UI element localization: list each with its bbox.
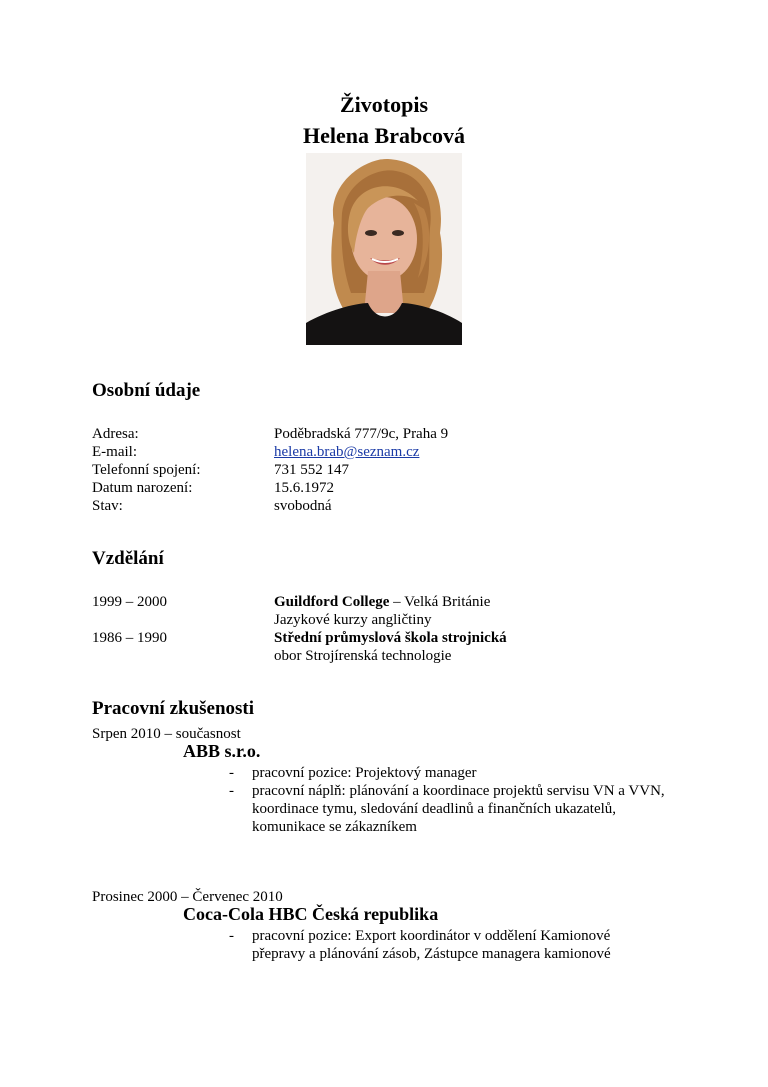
personal-row-email [92, 443, 712, 461]
bullet-text: pracovní pozice: Projektový manager [252, 765, 477, 781]
email-link[interactable]: helena.brab@seznam.cz [274, 444, 420, 460]
personal-row-birthdate [92, 479, 712, 497]
education-years: 1999 – 2000 [92, 594, 167, 610]
label-phone: Telefonní spojení: [92, 462, 201, 478]
personal-row-phone [92, 461, 712, 479]
section-heading-experience: Pracovní zkušenosti [92, 698, 255, 719]
job-period: Srpen 2010 – současnost [92, 726, 241, 742]
value-phone: 731 552 147 [274, 462, 349, 478]
value-status: svobodná [274, 498, 332, 514]
education-detail: obor Strojírenská technologie [274, 648, 452, 664]
section-heading-personal: Osobní údaje [92, 380, 201, 401]
label-address: Adresa: [92, 426, 139, 442]
education-detail: Jazykové kurzy angličtiny [274, 612, 432, 628]
personal-row-address [92, 425, 712, 443]
bullet-marker: - [229, 783, 234, 799]
education-item [92, 629, 712, 647]
personal-row-status [92, 497, 712, 515]
document-title: Životopis [339, 92, 429, 117]
bullet-marker: - [229, 928, 234, 944]
label-status: Stav: [92, 498, 123, 514]
section-heading-education: Vzdělání [92, 548, 164, 569]
education-detail-row [92, 647, 712, 665]
school-location: – Velká Británie [389, 594, 491, 610]
job-period: Prosinec 2000 – Červenec 2010 [92, 889, 283, 905]
company-name: Coca-Cola HBC Česká republika [183, 904, 439, 924]
bullet-text: pracovní pozice: Export koordinátor v oddělení Kamionové přepravy a plánování zásob, Zástupce managera kamionové [252, 928, 611, 962]
company-name: ABB s.r.o. [183, 741, 261, 761]
label-email: E-mail: [92, 444, 137, 460]
value-address: Poděbradská 777/9c, Praha 9 [274, 426, 449, 442]
portrait-photo [306, 153, 462, 345]
education-school [274, 593, 490, 611]
education-detail-row [92, 611, 712, 629]
value-birthdate: 15.6.1972 [274, 480, 334, 496]
education-item [92, 593, 712, 611]
label-birthdate: Datum narození: [92, 480, 193, 496]
bullet-text: pracovní náplň: plánování a koordinace projektů servisu VN a VVN, koordinace tymu, sledování deadlinů a finančních ukazatelů, komunikace se zákazníkem [252, 783, 665, 835]
school-name: Guildford College [274, 594, 390, 610]
education-years: 1986 – 1990 [92, 630, 167, 646]
education-school [274, 629, 507, 647]
school-name: Střední průmyslová škola strojnická [274, 630, 507, 646]
person-name: Helena Brabcová [303, 123, 465, 148]
bullet-marker: - [229, 765, 234, 781]
